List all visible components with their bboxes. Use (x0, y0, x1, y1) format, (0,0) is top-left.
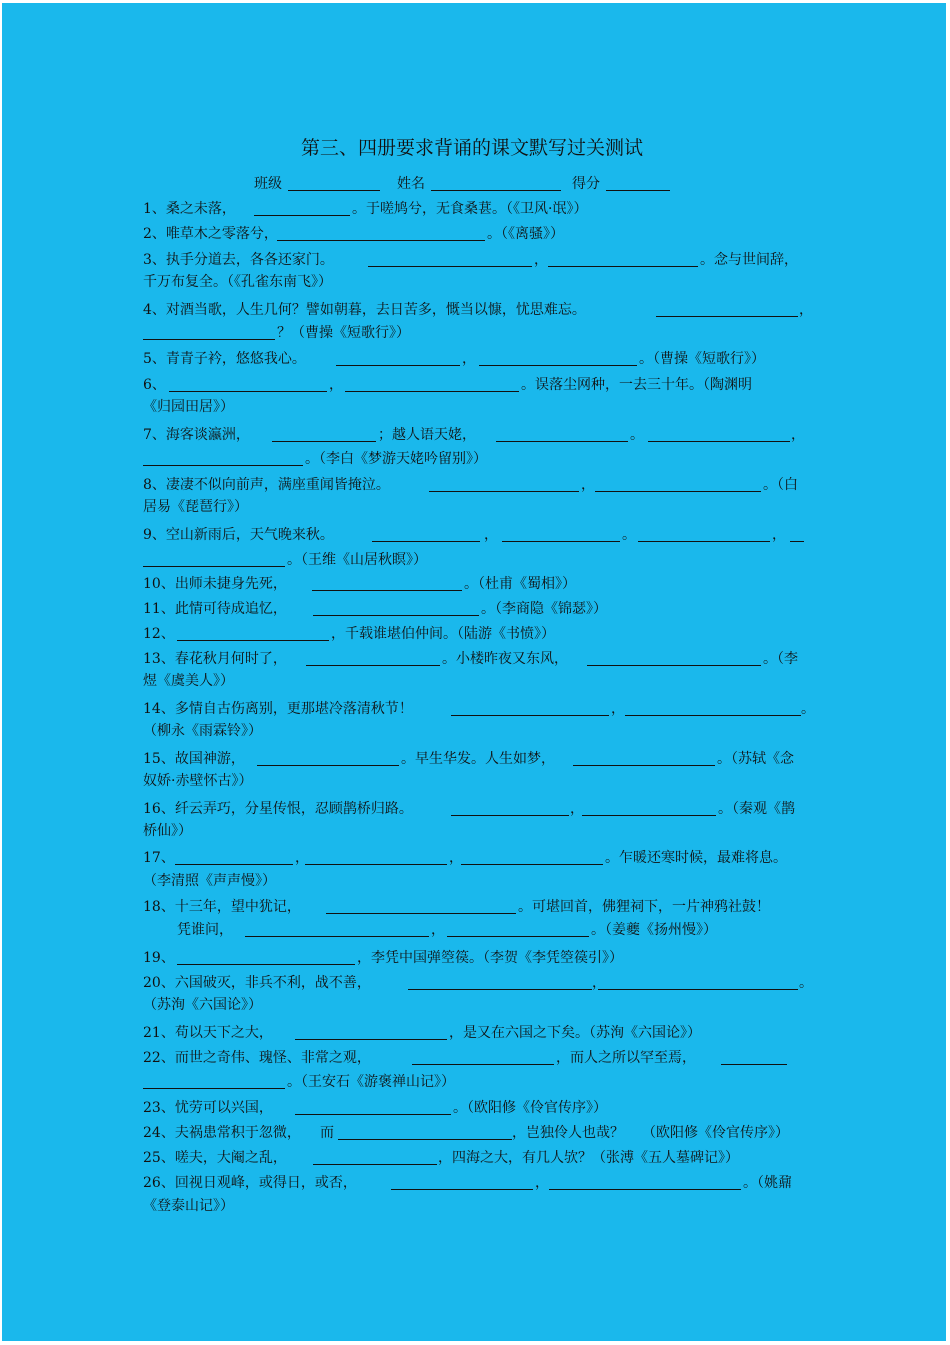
q15-text-a: 15、故国神游， (143, 751, 245, 767)
q17-text-d: 。乍暖还寒时候，最难将息。 (605, 850, 787, 866)
q18-text-e: 。（姜夔《扬州慢》） (591, 922, 717, 938)
q11-blank-1[interactable] (313, 615, 479, 616)
q17-text-c: ， (449, 850, 463, 866)
q26-text-a: 26、回视日观峰，或得日，或否， (143, 1175, 357, 1191)
q18-blank-3[interactable] (447, 936, 589, 937)
q17-text-a: 17、 (143, 850, 175, 866)
q4-text-a: 4、对酒当歌，人生几何？譬如朝暮，去日苦多，慨当以慷，忧思难忘。 (143, 302, 586, 318)
q9-blank-3[interactable] (638, 541, 770, 542)
q20-blank-1[interactable] (408, 989, 592, 990)
q18-blank-1[interactable] (326, 913, 516, 914)
q14-text-c: 。 (801, 701, 815, 717)
q18-text-d: ， (431, 922, 445, 938)
q5-text-a: 5、青青子衿，悠悠我心。 (143, 351, 306, 367)
q4-blank-2[interactable] (143, 339, 275, 340)
q8-blank-1[interactable] (429, 491, 579, 492)
q1-text-a: 1、桑之未落， (143, 201, 236, 217)
q26-text-c: 。（姚鼐 (743, 1175, 792, 1191)
q7-blank-4[interactable] (143, 465, 303, 466)
q9-blank-2[interactable] (502, 541, 620, 542)
q20-text-a: 20、六国破灭，非兵不利，战不善， (143, 975, 371, 991)
q21-text-a: 21、苟以天下之大， (143, 1025, 273, 1041)
q6-blank-2[interactable] (345, 391, 519, 392)
q10-text-a: 10、出师未捷身先死， (143, 576, 287, 592)
q14-text-d: （柳永《雨霖铃》） (143, 723, 262, 739)
q11-text-b: 。（李商隐《锦瑟》） (481, 601, 607, 617)
q5-text-c: 。（曹操《短歌行》） (639, 351, 765, 367)
q8-blank-2[interactable] (595, 491, 761, 492)
q24-blank-1[interactable] (338, 1139, 512, 1140)
q7-blank-1[interactable] (272, 441, 376, 442)
q2-text-b: 。（《离骚》） (487, 226, 564, 242)
q8-text-d: 居易《琵琶行》） (143, 499, 248, 515)
q9-text-e: 。（王维《山居秋瞑》） (287, 552, 427, 568)
q7-text-d: ， (791, 427, 805, 443)
q13-blank-2[interactable] (587, 665, 761, 666)
q22-blank-1[interactable] (412, 1064, 554, 1065)
q3-text-b: ， (534, 252, 548, 268)
q8-text-a: 8、凄凄不似向前声，满座重闻皆掩泣。 (143, 477, 390, 493)
q3-blank-1[interactable] (368, 266, 532, 267)
q16-text-d: 桥仙》） (143, 823, 192, 839)
score-label: 得分 (572, 176, 600, 192)
q24-text-c: ，岂独伶人也哉？ (512, 1125, 624, 1141)
q16-blank-2[interactable] (582, 815, 716, 816)
q9-blank-4[interactable] (143, 566, 285, 567)
q26-blank-2[interactable] (549, 1189, 741, 1190)
q14-text-b: ， (611, 701, 625, 717)
q26-text-b: ， (535, 1175, 549, 1191)
q8-text-b: ， (581, 477, 595, 493)
q5-blank-1[interactable] (336, 365, 460, 366)
q7-blank-3[interactable] (648, 441, 790, 442)
q3-blank-2[interactable] (548, 266, 698, 267)
q3-text-c: 。念与世间辞， (700, 252, 798, 268)
q9-blank-1[interactable] (372, 541, 480, 542)
q20-text-c: 。 (799, 975, 813, 991)
q5-text-b: ， (462, 351, 476, 367)
q16-text-b: ， (570, 801, 584, 817)
q1-text-b: 。于嗟鸠兮，无食桑葚。（《卫风·氓》） (352, 201, 588, 217)
q16-text-a: 16、纤云弄巧，分星传恨，忍顾鹊桥归路。 (143, 801, 413, 817)
q20-blank-2[interactable] (598, 989, 798, 990)
q4-text-b: ， (799, 302, 813, 318)
q24-text-d: （欧阳修《伶官传序》） (642, 1125, 789, 1141)
q24-text-a: 24、夫祸患常积于忽微， (143, 1125, 301, 1141)
q15-text-b: 。早生华发。人生如梦， (401, 751, 555, 767)
q18-text-b: 。可堪回首，佛狸祠下，一片神鸦社鼓！ (518, 899, 770, 915)
q19-text-a: 19、 (143, 950, 175, 966)
q3-text-a: 3、执手分道去，各各还家门。 (143, 252, 334, 268)
q9-text-c: 。 (622, 527, 636, 543)
q17-blank-3[interactable] (461, 864, 603, 865)
q17-blank-1[interactable] (175, 864, 293, 865)
q9-text-b: ， (484, 527, 498, 543)
q25-text-a: 25、嗟夫，大阉之乱， (143, 1150, 287, 1166)
class-field[interactable] (288, 190, 380, 191)
q26-blank-1[interactable] (391, 1189, 533, 1190)
q16-blank-1[interactable] (451, 815, 569, 816)
q17-text-e: （李清照《声声慢》） (143, 873, 276, 889)
q22-blank-2-start[interactable] (721, 1064, 787, 1065)
q13-blank-1[interactable] (306, 665, 440, 666)
q6-text-a: 6、 (143, 377, 166, 393)
q2-blank-1[interactable] (277, 240, 485, 241)
q22-blank-2[interactable] (143, 1088, 285, 1089)
q15-blank-1[interactable] (257, 765, 399, 766)
q16-text-c: 。（秦观《鹊 (718, 801, 795, 817)
q21-text-b: ，是又在六国之下矣。（苏洵《六国论》） (449, 1025, 701, 1041)
q3-text-d: 千万布复全。（《孔雀东南飞》） (143, 274, 332, 290)
q7-text-e: 。（李白《梦游天姥吟留别》） (305, 451, 487, 467)
q2-text-a: 2、唯草木之零落兮， (143, 226, 278, 242)
q10-blank-1[interactable] (312, 590, 462, 591)
q14-blank-2[interactable] (625, 715, 801, 716)
q25-text-b: ，四海之大，有几人欤？（张溥《五人墓碑记》） (438, 1150, 739, 1166)
q9-text-a: 9、空山新雨后，天气晚来秋。 (143, 527, 334, 543)
q18-text-c: 凭谁问， (177, 922, 233, 938)
q22-text-c: 。（王安石《游褒禅山记》） (287, 1074, 455, 1090)
q15-text-c: 。（苏轼《念 (717, 751, 794, 767)
q18-blank-2[interactable] (245, 936, 429, 937)
q26-text-d: 《登泰山记》） (143, 1198, 234, 1214)
q20-text-b: ， (592, 975, 606, 991)
q17-blank-2[interactable] (305, 864, 447, 865)
worksheet-page (2, 3, 946, 1341)
q6-text-b: ， (329, 377, 343, 393)
q6-text-c: 。误落尘网种，一去三十年。（陶渊明 (521, 377, 752, 393)
q19-blank-1[interactable] (177, 964, 355, 965)
q1-blank-1[interactable] (254, 215, 350, 216)
q11-text-a: 11、此情可待成追忆， (143, 601, 287, 617)
q5-blank-2[interactable] (479, 365, 637, 366)
q13-text-d: 煜《虞美人》） (143, 673, 234, 689)
q9-blank-4-start[interactable] (790, 541, 804, 542)
q20-text-d: （苏洵《六国论》） (143, 997, 262, 1013)
name-field[interactable] (431, 190, 561, 191)
q12-text-b: ，千载谁堪伯仲间。（陆游《书愤》） (331, 626, 555, 642)
q14-blank-1[interactable] (451, 715, 609, 716)
q6-blank-1[interactable] (169, 391, 327, 392)
class-label: 班级 (254, 176, 282, 192)
q23-text-a: 23、忧劳可以兴国， (143, 1100, 273, 1116)
q7-blank-2[interactable] (496, 441, 628, 442)
q13-text-b: 。小楼昨夜又东风， (442, 651, 568, 667)
q24-text-b: 而 (320, 1125, 334, 1141)
q21-blank-1[interactable] (295, 1039, 447, 1040)
name-label: 姓名 (397, 176, 425, 192)
score-field[interactable] (606, 190, 670, 191)
q7-text-b: ；越人语天姥， (378, 427, 476, 443)
q15-blank-2[interactable] (573, 765, 715, 766)
q8-text-c: 。（白 (763, 477, 798, 493)
q15-text-d: 奴娇·赤壁怀古》） (143, 773, 253, 789)
q19-text-b: ，李凭中国弹箜篌。（李贺《李凭箜篌引》） (357, 950, 623, 966)
q23-blank-1[interactable] (295, 1114, 451, 1115)
q17-text-b: ， (295, 850, 309, 866)
q22-text-b: ，而人之所以罕至焉， (556, 1050, 696, 1066)
q7-text-c: 。 (630, 427, 644, 443)
q6-text-d: 《归园田居》） (143, 399, 234, 415)
q12-blank-1[interactable] (177, 640, 329, 641)
q9-text-d: ， (772, 527, 786, 543)
q4-text-c: ？（曹操《短歌行》） (277, 325, 410, 341)
q12-text-a: 12、 (143, 626, 175, 642)
q4-blank-1[interactable] (656, 316, 798, 317)
q7-text-a: 7、海客谈瀛洲， (143, 427, 250, 443)
q14-text-a: 14、多情自古伤离别，更那堪冷落清秋节！ (143, 701, 413, 717)
q25-blank-1[interactable] (313, 1164, 437, 1165)
q13-text-c: 。（李 (763, 651, 798, 667)
q18-text-a: 18、十三年，望中犹记， (143, 899, 301, 915)
q22-text-a: 22、而世之奇伟、瑰怪、非常之观， (143, 1050, 371, 1066)
q10-text-b: 。（杜甫《蜀相》） (464, 576, 576, 592)
q23-text-b: 。（欧阳修《伶官传序》） (453, 1100, 607, 1116)
page-title: 第三、四册要求背诵的课文默写过关测试 (300, 137, 643, 159)
q13-text-a: 13、春花秋月何时了， (143, 651, 287, 667)
